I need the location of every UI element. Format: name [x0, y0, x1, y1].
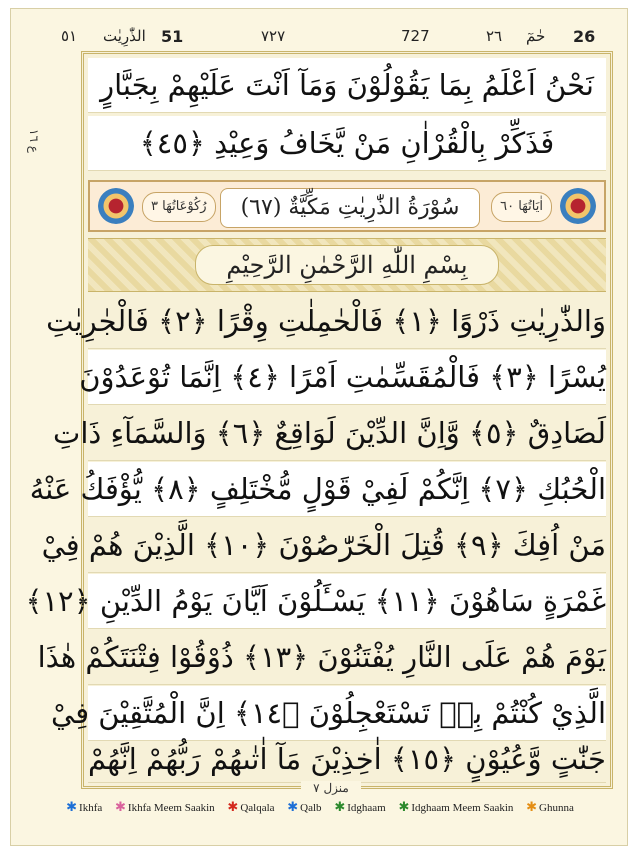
legend-item-idghaam: ✱ Idghaam — [334, 799, 386, 814]
verse-line-2: يُسْرًا ﴿٣﴾ فَالْمُقَسِّمٰتِ اَمْرًا ﴿٤﴾ اِنَّمَا تُوْعَدُوْنَ — [88, 350, 606, 405]
surah-name-arabic: الذّٰرِيٰت — [103, 27, 146, 45]
manzil-marker: منزل ٧ — [301, 781, 361, 801]
verse-line-4: الْحُبُكِ ﴿٧﴾ اِنَّكُمْ لَفِيْ قَوْلٍ مُّخْتَلِفٍ ﴿٨﴾ يُّؤْفَكُ عَنْهُ — [88, 462, 606, 517]
page-number: 727 — [401, 27, 430, 45]
legend-item-qalb: ✱ Qalb — [287, 799, 322, 814]
verse-line-7: يَوْمَ هُمْ عَلَى النَّارِ يُفْتَنُوْنَ ﴿١٣﴾ ذُوْقُوْا فِتْنَتَكُمْ هٰذَا — [88, 630, 606, 685]
surah-title-text: سُوْرَةُ الذّٰرِيٰتِ مَكِّيَّةٌ (٦٧) — [240, 195, 460, 220]
ruku-marker: ع ١٦ — [27, 129, 41, 153]
rosette-ornament-icon — [560, 188, 596, 224]
verse-line-top-2: فَذَكِّرْ بِالْقُرْاٰنِ مَنْ يَّخَافُ وَعِيْدِ ﴿٤٥﴾ — [88, 116, 606, 171]
ayat-count: اٰيَاتُهَا ٦٠ — [491, 192, 552, 222]
para-number-arabic: ٢٦ — [486, 27, 503, 45]
star-icon: ✱ — [334, 799, 346, 814]
star-icon: ✱ — [287, 799, 299, 814]
tajweed-legend — [11, 799, 629, 823]
star-icon: ✱ — [115, 799, 126, 814]
verse-line-top-1: نَحْنُ اَعْلَمُ بِمَا يَقُوْلُوْنَ وَمَآ اَنْتَ عَلَيْهِمْ بِجَبَّارٍ — [88, 58, 606, 113]
legend-item-ikhfa: ✱ Ikhfa — [66, 799, 103, 814]
star-icon: ✱ — [398, 799, 410, 814]
verse-line-1: وَالذّٰرِيٰتِ ذَرْوًا ﴿١﴾ فَالْحٰمِلٰتِ وِقْرًا ﴿٢﴾ فَالْجٰرِيٰتِ — [88, 294, 606, 349]
surah-title — [220, 188, 480, 228]
verse-line-6: غَمْرَةٍ سَاهُوْنَ ﴿١١﴾ يَسْـَٔلُوْنَ اَيَّانَ يَوْمُ الدِّيْنِ ﴿١٢﴾ — [88, 574, 606, 629]
surah-title-banner — [88, 180, 606, 232]
verse-line-9: جَنّٰتٍ وَّعُيُوْنٍ ﴿١٥﴾ اٰخِذِيْنَ مَآ اٰتٰىهُمْ رَبُّهُمْ اِنَّهُمْ — [88, 736, 606, 783]
verse-line-5: مَنْ اُفِكَ ﴿٩﴾ قُتِلَ الْخَرّٰصُوْنَ ﴿١٠﴾ الَّذِيْنَ هُمْ فِيْ — [88, 518, 606, 573]
rosette-ornament-icon — [98, 188, 134, 224]
star-icon: ✱ — [526, 799, 538, 814]
para-name-arabic: حٰمٓ — [526, 27, 546, 45]
quran-page — [10, 8, 628, 846]
legend-item-ikhfa-meem-saakin: ✱ Ikhfa Meem Saakin — [115, 799, 215, 814]
star-icon: ✱ — [227, 799, 239, 814]
bismillah-text: بِسْمِ اللّٰهِ الرَّحْمٰنِ الرَّحِيْمِ — [195, 245, 498, 285]
surah-number: 51 — [161, 27, 184, 46]
verse-line-8: الَّذِيْ كُنْتُمْ بِهٖ تَسْتَعْجِلُوْنَ ﴿١٤﴾ اِنَّ الْمُتَّقِيْنَ فِيْ — [88, 686, 606, 741]
page-header — [11, 27, 629, 53]
verse-line-3: لَصَادِقٌ ﴿٥﴾ وَّاِنَّ الدِّيْنَ لَوَاقِعٌ ﴿٦﴾ وَالسَّمَآءِ ذَاتِ — [88, 406, 606, 461]
legend-item-ghunna: ✱ Ghunna — [526, 799, 574, 814]
legend-item-qalqala: ✱ Qalqala — [227, 799, 275, 814]
para-number: 26 — [573, 27, 596, 46]
surah-number-arabic: ٥١ — [61, 27, 78, 45]
legend-item-idghaam-meem-saakin: ✱ Idghaam Meem Saakin — [398, 799, 514, 814]
star-icon: ✱ — [66, 799, 78, 814]
page-number-arabic: ٧٢٧ — [261, 27, 286, 45]
bismillah-band — [88, 238, 606, 292]
ruku-count: رُكُوْعَاتُهَا ٣ — [142, 192, 216, 222]
